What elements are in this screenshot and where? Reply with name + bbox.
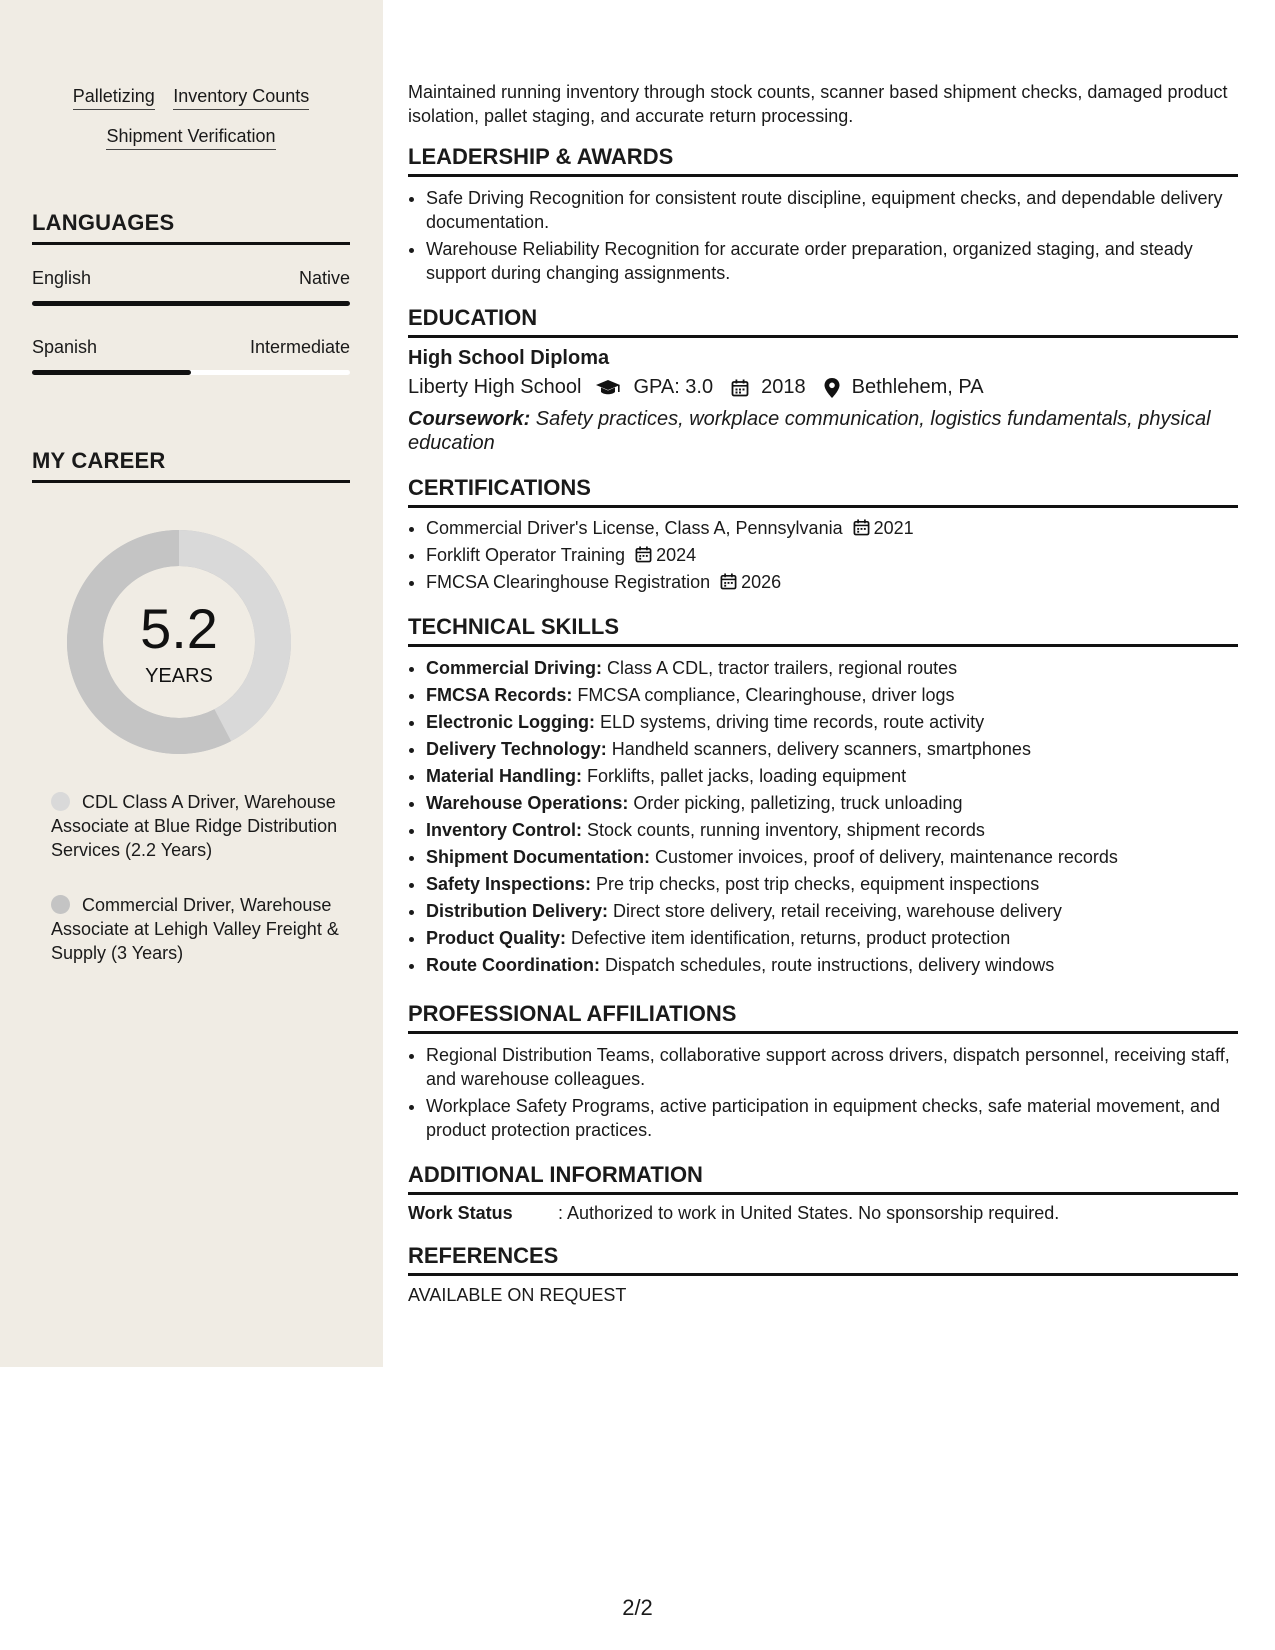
- certification-name: Commercial Driver's License, Class A, Pennsylvania: [426, 518, 843, 538]
- list-item: [426, 953, 1246, 977]
- graduation-year: 2018: [761, 376, 806, 398]
- list-item: [426, 543, 1246, 567]
- calendar-icon: [635, 546, 652, 563]
- tag-row: [32, 126, 350, 150]
- list-item: [426, 818, 1246, 842]
- affiliations-list: [408, 1043, 1246, 1145]
- additional-info-title: ADDITIONAL INFORMATION: [408, 1162, 1238, 1195]
- education-entry: [408, 347, 1238, 455]
- skill-value: Order picking, palletizing, truck unloading: [628, 793, 963, 813]
- list-item: [426, 683, 1246, 707]
- skill-value: Dispatch schedules, route instructions, delivery windows: [599, 955, 1055, 975]
- skill-tags: [32, 86, 350, 166]
- skill-value: ELD systems, driving time records, route activity: [595, 712, 985, 732]
- language-proficiency-fill: [32, 301, 350, 306]
- degree: High School Diploma: [408, 347, 610, 369]
- list-item: [426, 570, 1246, 594]
- certification-name: FMCSA Clearinghouse Registration: [426, 572, 711, 592]
- technical-skills-list: [408, 656, 1246, 980]
- list-item: [426, 926, 1246, 950]
- gpa: GPA: 3.0: [633, 376, 714, 398]
- education-title: EDUCATION: [408, 305, 1238, 338]
- skill-value: Defective item identification, returns, product protection: [566, 928, 1011, 948]
- career-legend-item: [51, 790, 341, 862]
- coursework-label: Coursework:: [408, 408, 531, 430]
- language-level: Intermediate: [249, 337, 350, 357]
- list-item: [426, 872, 1246, 896]
- leadership-title: LEADERSHIP & AWARDS: [408, 144, 1238, 177]
- skill-key: Material Handling:: [426, 766, 583, 786]
- page-number: 2/2: [622, 1595, 653, 1620]
- skill-key: Warehouse Operations:: [426, 793, 629, 813]
- school-name: Liberty High School: [408, 376, 582, 398]
- tag-palletizing[interactable]: Palletizing: [73, 86, 155, 110]
- list-item: [426, 516, 1246, 540]
- leadership-list: [408, 186, 1246, 288]
- experience-continued-text: Maintained running inventory through stock counts, scanner based shipment checks, damaged product isolation, pallet staging, and accurate return processing.: [408, 82, 1228, 126]
- skill-value: Stock counts, running inventory, shipment records: [582, 820, 985, 840]
- language-proficiency-bar: [32, 370, 350, 375]
- career-title: MY CAREER: [32, 448, 350, 483]
- language-spanish: [32, 337, 350, 375]
- list-item: • Workplace Safety Programs, active participation in equipment checks, safe material movement, and product protection practices.: [426, 1094, 1246, 1142]
- legend-dot: [51, 792, 70, 811]
- skill-key: Shipment Documentation:: [426, 847, 650, 867]
- skill-key: Commercial Driving:: [426, 658, 603, 678]
- skill-value: Forklifts, pallet jacks, loading equipment: [582, 766, 907, 786]
- career-label: CDL Class A Driver, Warehouse Associate at Blue Ridge Distribution Services (2.2 Years): [51, 792, 338, 860]
- certification-name: Forklift Operator Training: [426, 545, 626, 565]
- list-item: [426, 710, 1246, 734]
- list-item: [426, 656, 1246, 680]
- skill-value: Direct store delivery, retail receiving, warehouse delivery: [608, 901, 1062, 921]
- career-donut-chart: [67, 530, 291, 754]
- technical-skills-title: TECHNICAL SKILLS: [408, 614, 1238, 647]
- skill-key: Route Coordination:: [426, 955, 600, 975]
- tag-row: [32, 86, 350, 110]
- skill-key: FMCSA Records:: [426, 685, 573, 705]
- work-status-value: : Authorized to work in United States. No sponsorship required.: [558, 1203, 1060, 1223]
- list-item: • Regional Distribution Teams, collaborative support across drivers, dispatch personnel, receiving staff, and warehouse colleagues.: [426, 1043, 1246, 1091]
- language-level: Native: [298, 268, 350, 288]
- language-english: [32, 268, 350, 306]
- skill-key: Safety Inspections:: [426, 874, 592, 894]
- certifications-list: [408, 516, 1246, 597]
- list-item: [426, 764, 1246, 788]
- skill-value: Handheld scanners, delivery scanners, smartphones: [606, 739, 1031, 759]
- skill-value: Pre trip checks, post trip checks, equipment inspections: [591, 874, 1040, 894]
- career-total: 5.2: [140, 597, 218, 660]
- career-legend-item: [51, 893, 341, 965]
- list-item: [426, 737, 1246, 761]
- career-unit: YEARS: [145, 665, 213, 687]
- sidebar: [0, 0, 383, 1367]
- references-text: AVAILABLE ON REQUEST: [408, 1285, 627, 1305]
- school-location: Bethlehem, PA: [851, 376, 984, 398]
- calendar-icon: [853, 519, 870, 536]
- language-proficiency-fill: [32, 370, 191, 375]
- references-title: REFERENCES: [408, 1243, 1238, 1276]
- calendar-icon: [720, 573, 737, 590]
- education-meta: [408, 376, 1238, 399]
- career-label: Commercial Driver, Warehouse Associate at Lehigh Valley Freight & Supply (3 Years): [51, 895, 339, 963]
- skill-key: Delivery Technology:: [426, 739, 607, 759]
- skill-key: Inventory Control:: [426, 820, 582, 840]
- list-item: • Safe Driving Recognition for consistent route discipline, equipment checks, and dependable delivery documentation.: [426, 186, 1246, 234]
- skill-key: Electronic Logging:: [426, 712, 595, 732]
- coursework: [408, 407, 1238, 455]
- language-proficiency-bar: [32, 301, 350, 306]
- certification-year: 2024: [656, 545, 697, 565]
- skill-value: Customer invoices, proof of delivery, maintenance records: [650, 847, 1118, 867]
- work-status-key: Work Status: [408, 1203, 513, 1223]
- languages-title: LANGUAGES: [32, 210, 350, 245]
- list-item: • Warehouse Reliability Recognition for accurate order preparation, organized staging, and steady support during changing assignments.: [426, 237, 1246, 285]
- skill-value: Class A CDL, tractor trailers, regional routes: [602, 658, 958, 678]
- tag-shipment-verification[interactable]: Shipment Verification: [106, 126, 275, 150]
- list-item: [426, 845, 1246, 869]
- skill-value: FMCSA compliance, Clearinghouse, driver logs: [572, 685, 955, 705]
- work-status-row: [408, 1203, 1238, 1224]
- tag-inventory-counts[interactable]: Inventory Counts: [173, 86, 309, 110]
- language-name: English: [32, 268, 92, 288]
- certification-year: 2026: [741, 572, 782, 592]
- list-item: [426, 791, 1246, 815]
- language-name: Spanish: [32, 337, 98, 357]
- coursework-text: Safety practices, workplace communication, logistics fundamentals, physical education: [408, 408, 1211, 454]
- legend-dot: [51, 895, 70, 914]
- location-pin-icon: [824, 378, 840, 398]
- certifications-title: CERTIFICATIONS: [408, 475, 1238, 508]
- list-item: [426, 899, 1246, 923]
- skill-key: Product Quality:: [426, 928, 567, 948]
- calendar-icon: [731, 379, 749, 397]
- certification-year: 2021: [873, 518, 914, 538]
- affiliations-title: PROFESSIONAL AFFILIATIONS: [408, 1001, 1238, 1034]
- skill-key: Distribution Delivery:: [426, 901, 609, 921]
- graduation-cap-icon: [595, 379, 621, 397]
